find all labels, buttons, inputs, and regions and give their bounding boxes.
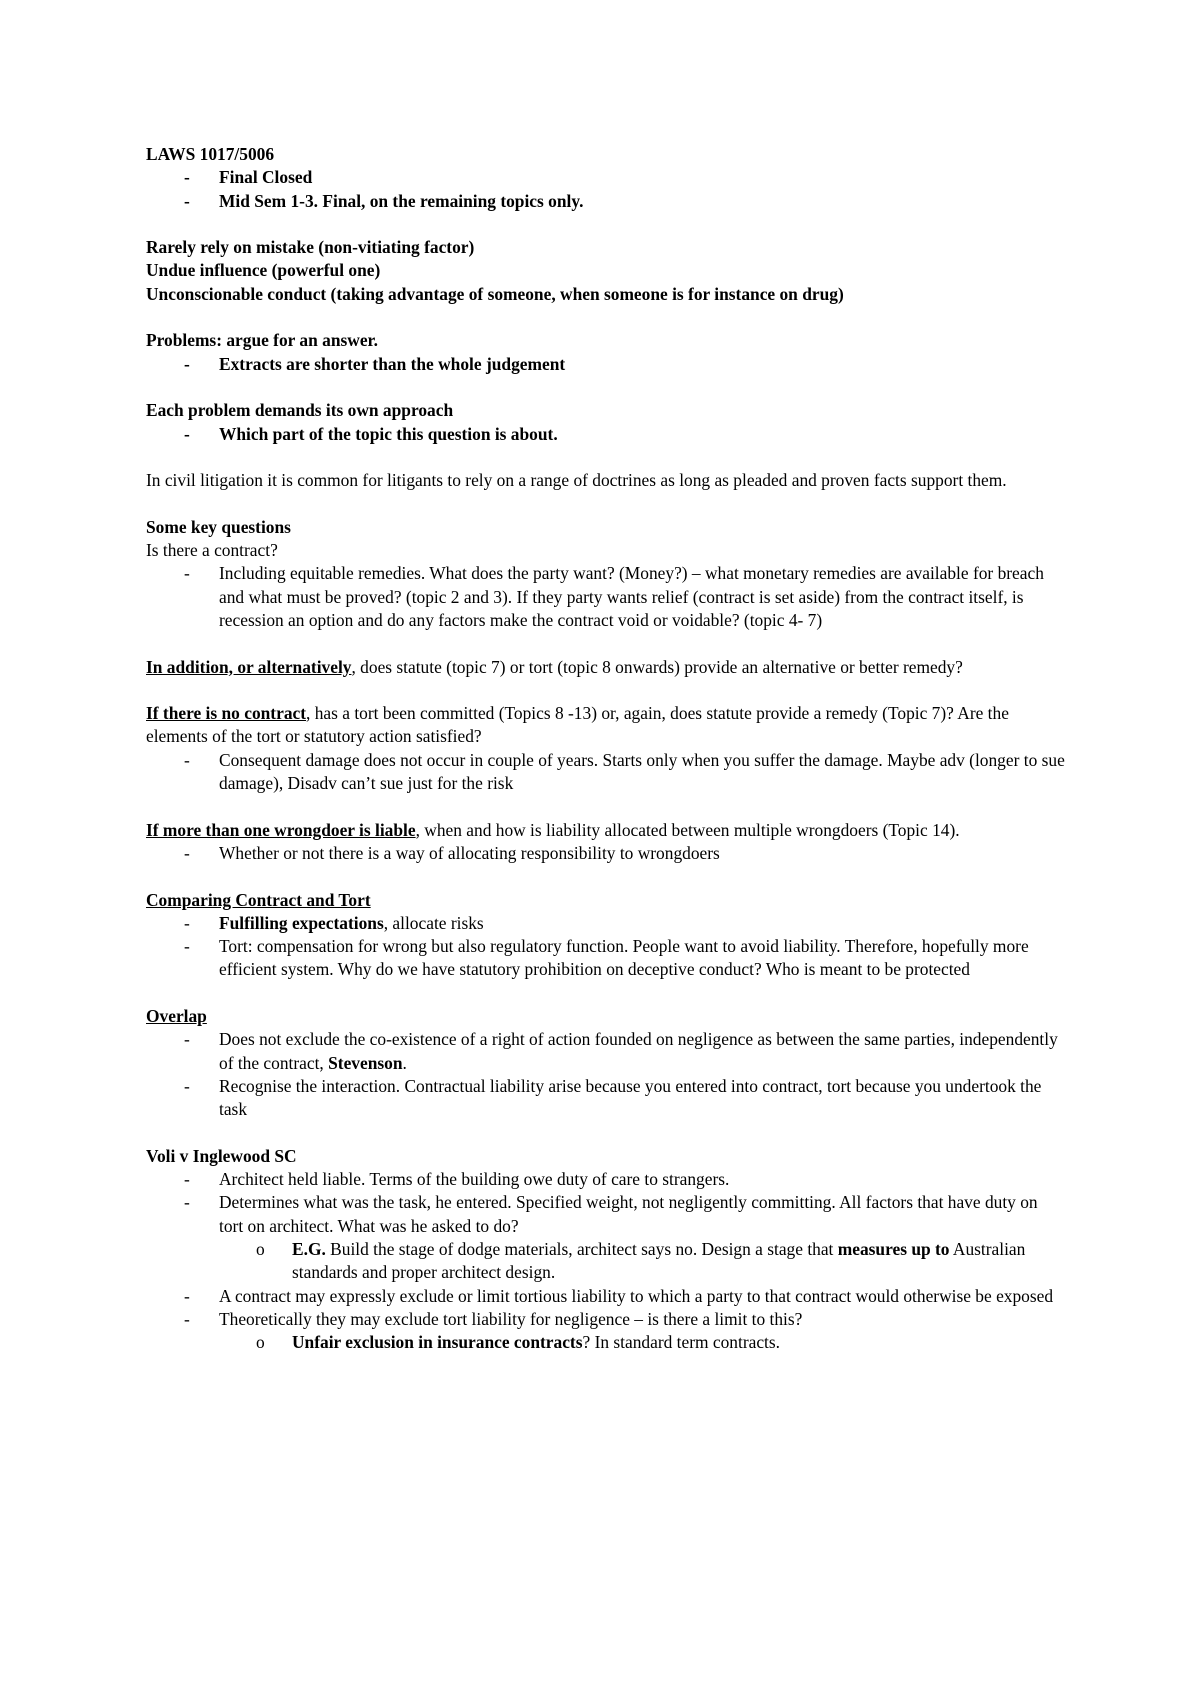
list-item-text: , allocate risks (383, 912, 484, 933)
dash-marker: - (184, 1192, 190, 1213)
dash-marker: - (184, 423, 190, 444)
addition-paragraph (146, 656, 1066, 679)
list-item (146, 935, 1066, 982)
dash-marker: - (184, 912, 190, 933)
addition-rest: , does statute (topic 7) or tort (topic 8 onwards) provide an alternative or better remedy? (351, 656, 963, 677)
dash-marker: - (184, 936, 190, 957)
sub-list-item (146, 1238, 1066, 1285)
list-item-end: . (402, 1052, 407, 1073)
list-item-text: Tort: compensation for wrong but also regulatory function. People want to avoid liability. Therefore, hopefully more efficient system. Why do we have statutory prohibition on deceptive conduct? Who is meant to be protected (219, 936, 1029, 980)
key-question: Is there a contract? (146, 540, 278, 561)
approach-heading: Each problem demands its own approach (146, 400, 454, 421)
list-item (146, 562, 1066, 632)
doc-title: LAWS 1017/5006 (146, 144, 275, 164)
list-item (146, 1285, 1066, 1308)
list-item (146, 1075, 1066, 1122)
no-contract-paragraph (146, 702, 1066, 749)
list-item-text: Theoretically they may exclude tort liability for negligence – is there a limit to this? (219, 1308, 803, 1329)
list-item-text: Final Closed (219, 167, 313, 188)
list-item-text: Including equitable remedies. What does the party want? (Money?) – what monetary remedies are available for breach and what must be proved? (topic 2 and 3). If they party wants relief (contract is set aside) from the contract itself, is recession an option and do any factors make the contract void or voidable? (topic 4- 7) (219, 563, 1044, 630)
list-item-text: Consequent damage does not occur in couple of years. Starts only when you suffer the damage. Maybe adv (longer to sue damage), Disadv can’t sue just for the risk (219, 749, 1065, 794)
multiple-wrongdoers-paragraph (146, 819, 1066, 842)
circle-marker: o (256, 1332, 265, 1353)
factor-line: Unconscionable conduct (taking advantage of someone, when someone is for instance on drug) (146, 283, 844, 304)
sub-list-text: Build the stage of dodge materials, architect says no. Design a stage that (325, 1238, 838, 1259)
list-item (146, 749, 1066, 796)
no-contract-rest: , has a tort been committed (Topics 8 -13) or, again, does statute provide a remedy (Topic 7)? Are the elements of the tort or statutory action satisfied? (146, 703, 1009, 747)
voli-heading: Voli v Inglewood SC (146, 1145, 297, 1166)
circle-marker: o (256, 1238, 265, 1259)
problems-heading: Problems: argue for an answer. (146, 330, 379, 351)
dash-marker: - (184, 1308, 190, 1329)
dash-marker: - (184, 1169, 190, 1190)
list-item (146, 1191, 1066, 1238)
factor-line: Rarely rely on mistake (non-vitiating factor) (146, 237, 475, 258)
list-item-text: Does not exclude the co-existence of a right of action founded on negligence as between the same parties, independently of the contract, (219, 1029, 1058, 1073)
key-questions-heading: Some key questions (146, 516, 291, 537)
dash-marker: - (184, 190, 190, 211)
no-contract-lead: If there is no contract (146, 703, 307, 724)
dash-marker: - (184, 1285, 190, 1306)
list-item (146, 842, 1066, 865)
sub-list-item (146, 1331, 1066, 1354)
list-item-text: Recognise the interaction. Contractual liability arise because you entered into contract, tort because you undertook the task (219, 1075, 1042, 1120)
sub-list-bold: E.G. (292, 1238, 326, 1259)
comparing-heading: Comparing Contract and Tort (146, 889, 371, 910)
list-item (146, 166, 1066, 189)
sub-list-end: Australian standards and proper architect design. (292, 1238, 1026, 1283)
list-item (146, 423, 1066, 446)
dash-marker: - (184, 1029, 190, 1050)
multiple-lead: If more than one wrongdoer is liable (146, 819, 416, 840)
sub-list-bold: Unfair exclusion in insurance contracts (292, 1332, 583, 1353)
factor-line: Undue influence (powerful one) (146, 260, 381, 281)
dash-marker: - (184, 749, 190, 770)
dash-marker: - (184, 167, 190, 188)
list-item (146, 1308, 1066, 1331)
addition-lead: In addition, or alternatively (146, 656, 352, 677)
multiple-rest: , when and how is liability allocated between multiple wrongdoers (Topic 14). (415, 819, 960, 840)
civil-litigation-paragraph: In civil litigation it is common for litigants to rely on a range of doctrines as long as pleaded and proven facts support them. (146, 470, 1007, 491)
list-item-bold: Fulfilling expectations (219, 912, 384, 933)
overlap-heading: Overlap (146, 1005, 207, 1026)
list-item-text: A contract may expressly exclude or limit tortious liability to which a party to that contract would otherwise be exposed (219, 1285, 1054, 1306)
list-item (146, 353, 1066, 376)
list-item-text: Determines what was the task, he entered. Specified weight, not negligently committing. All factors that have duty on tort on architect. What was he asked to do? (219, 1192, 1038, 1236)
list-item (146, 190, 1066, 213)
document-page (146, 143, 1066, 1354)
sub-list-text: ? In standard term contracts. (582, 1332, 780, 1353)
dash-marker: - (184, 1075, 190, 1096)
list-item-text: Extracts are shorter than the whole judgement (219, 353, 566, 374)
list-item (146, 912, 1066, 935)
dash-marker: - (184, 563, 190, 584)
list-item-text: Architect held liable. Terms of the building owe duty of care to strangers. (219, 1169, 730, 1190)
list-item-text: Which part of the topic this question is about. (219, 423, 558, 444)
list-item-text: Whether or not there is a way of allocating responsibility to wrongdoers (219, 842, 720, 863)
sub-list-bold: measures up to (837, 1238, 950, 1259)
list-item (146, 1168, 1066, 1191)
list-item-text: Mid Sem 1-3. Final, on the remaining topics only. (219, 190, 584, 211)
dash-marker: - (184, 353, 190, 374)
dash-marker: - (184, 842, 190, 863)
list-item (146, 1028, 1066, 1075)
case-name: Stevenson (328, 1052, 403, 1073)
